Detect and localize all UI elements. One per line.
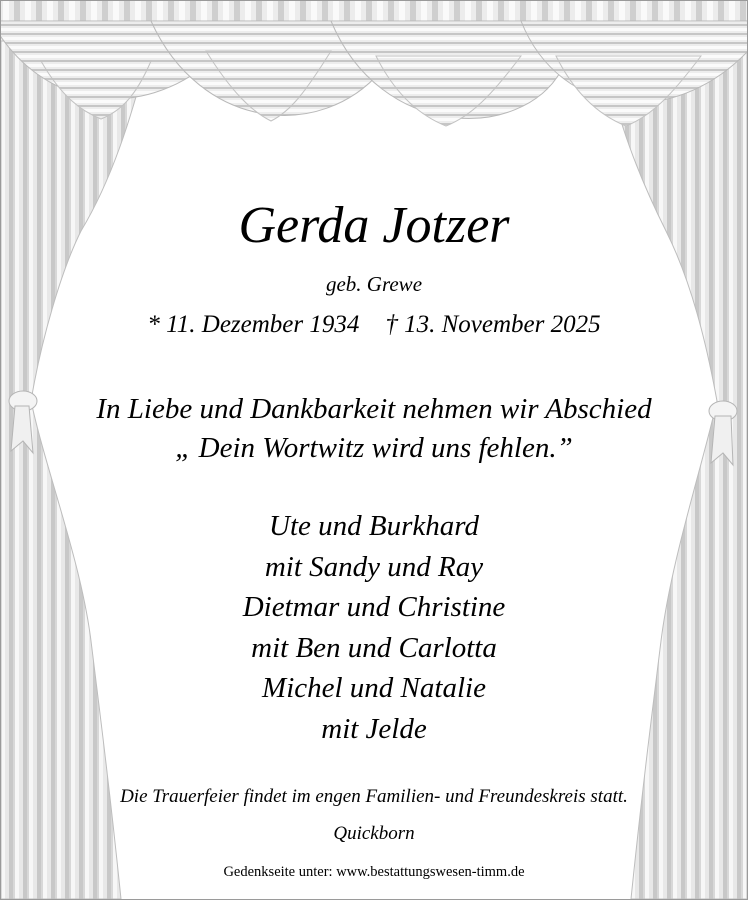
birth-date: * 11. Dezember 1934 xyxy=(147,311,360,338)
mourner-line: mit Sandy und Ray xyxy=(264,550,484,583)
funeral-note: Die Trauerfeier findet im engen Familien- und Freundeskreis statt. xyxy=(120,786,628,807)
mourner-line: Michel und Natalie xyxy=(262,672,486,704)
maiden-name: geb. Grewe xyxy=(325,272,423,296)
mourner-line: Ute und Burkhard xyxy=(269,510,479,542)
announcement-text xyxy=(1,1,747,899)
mourner-line: mit Ben und Carlotta xyxy=(251,631,497,664)
mourner-line: Dietmar und Christine xyxy=(242,591,506,623)
place-name: Quickborn xyxy=(333,823,415,844)
farewell-text: In Liebe und Dankbarkeit nehmen wir Abschied xyxy=(96,393,652,425)
mourners-list xyxy=(1,506,747,749)
quote-text: „ Dein Wortwitz wird uns fehlen.” xyxy=(175,432,573,464)
death-date: † 13. November 2025 xyxy=(385,311,601,338)
deceased-name: Gerda Jotzer xyxy=(238,197,510,254)
memorial-page-link[interactable]: Gedenkseite unter: www.bestattungswesen-timm.de xyxy=(223,864,525,880)
life-dates xyxy=(1,310,747,340)
mourner-line: mit Jelde xyxy=(321,712,427,745)
